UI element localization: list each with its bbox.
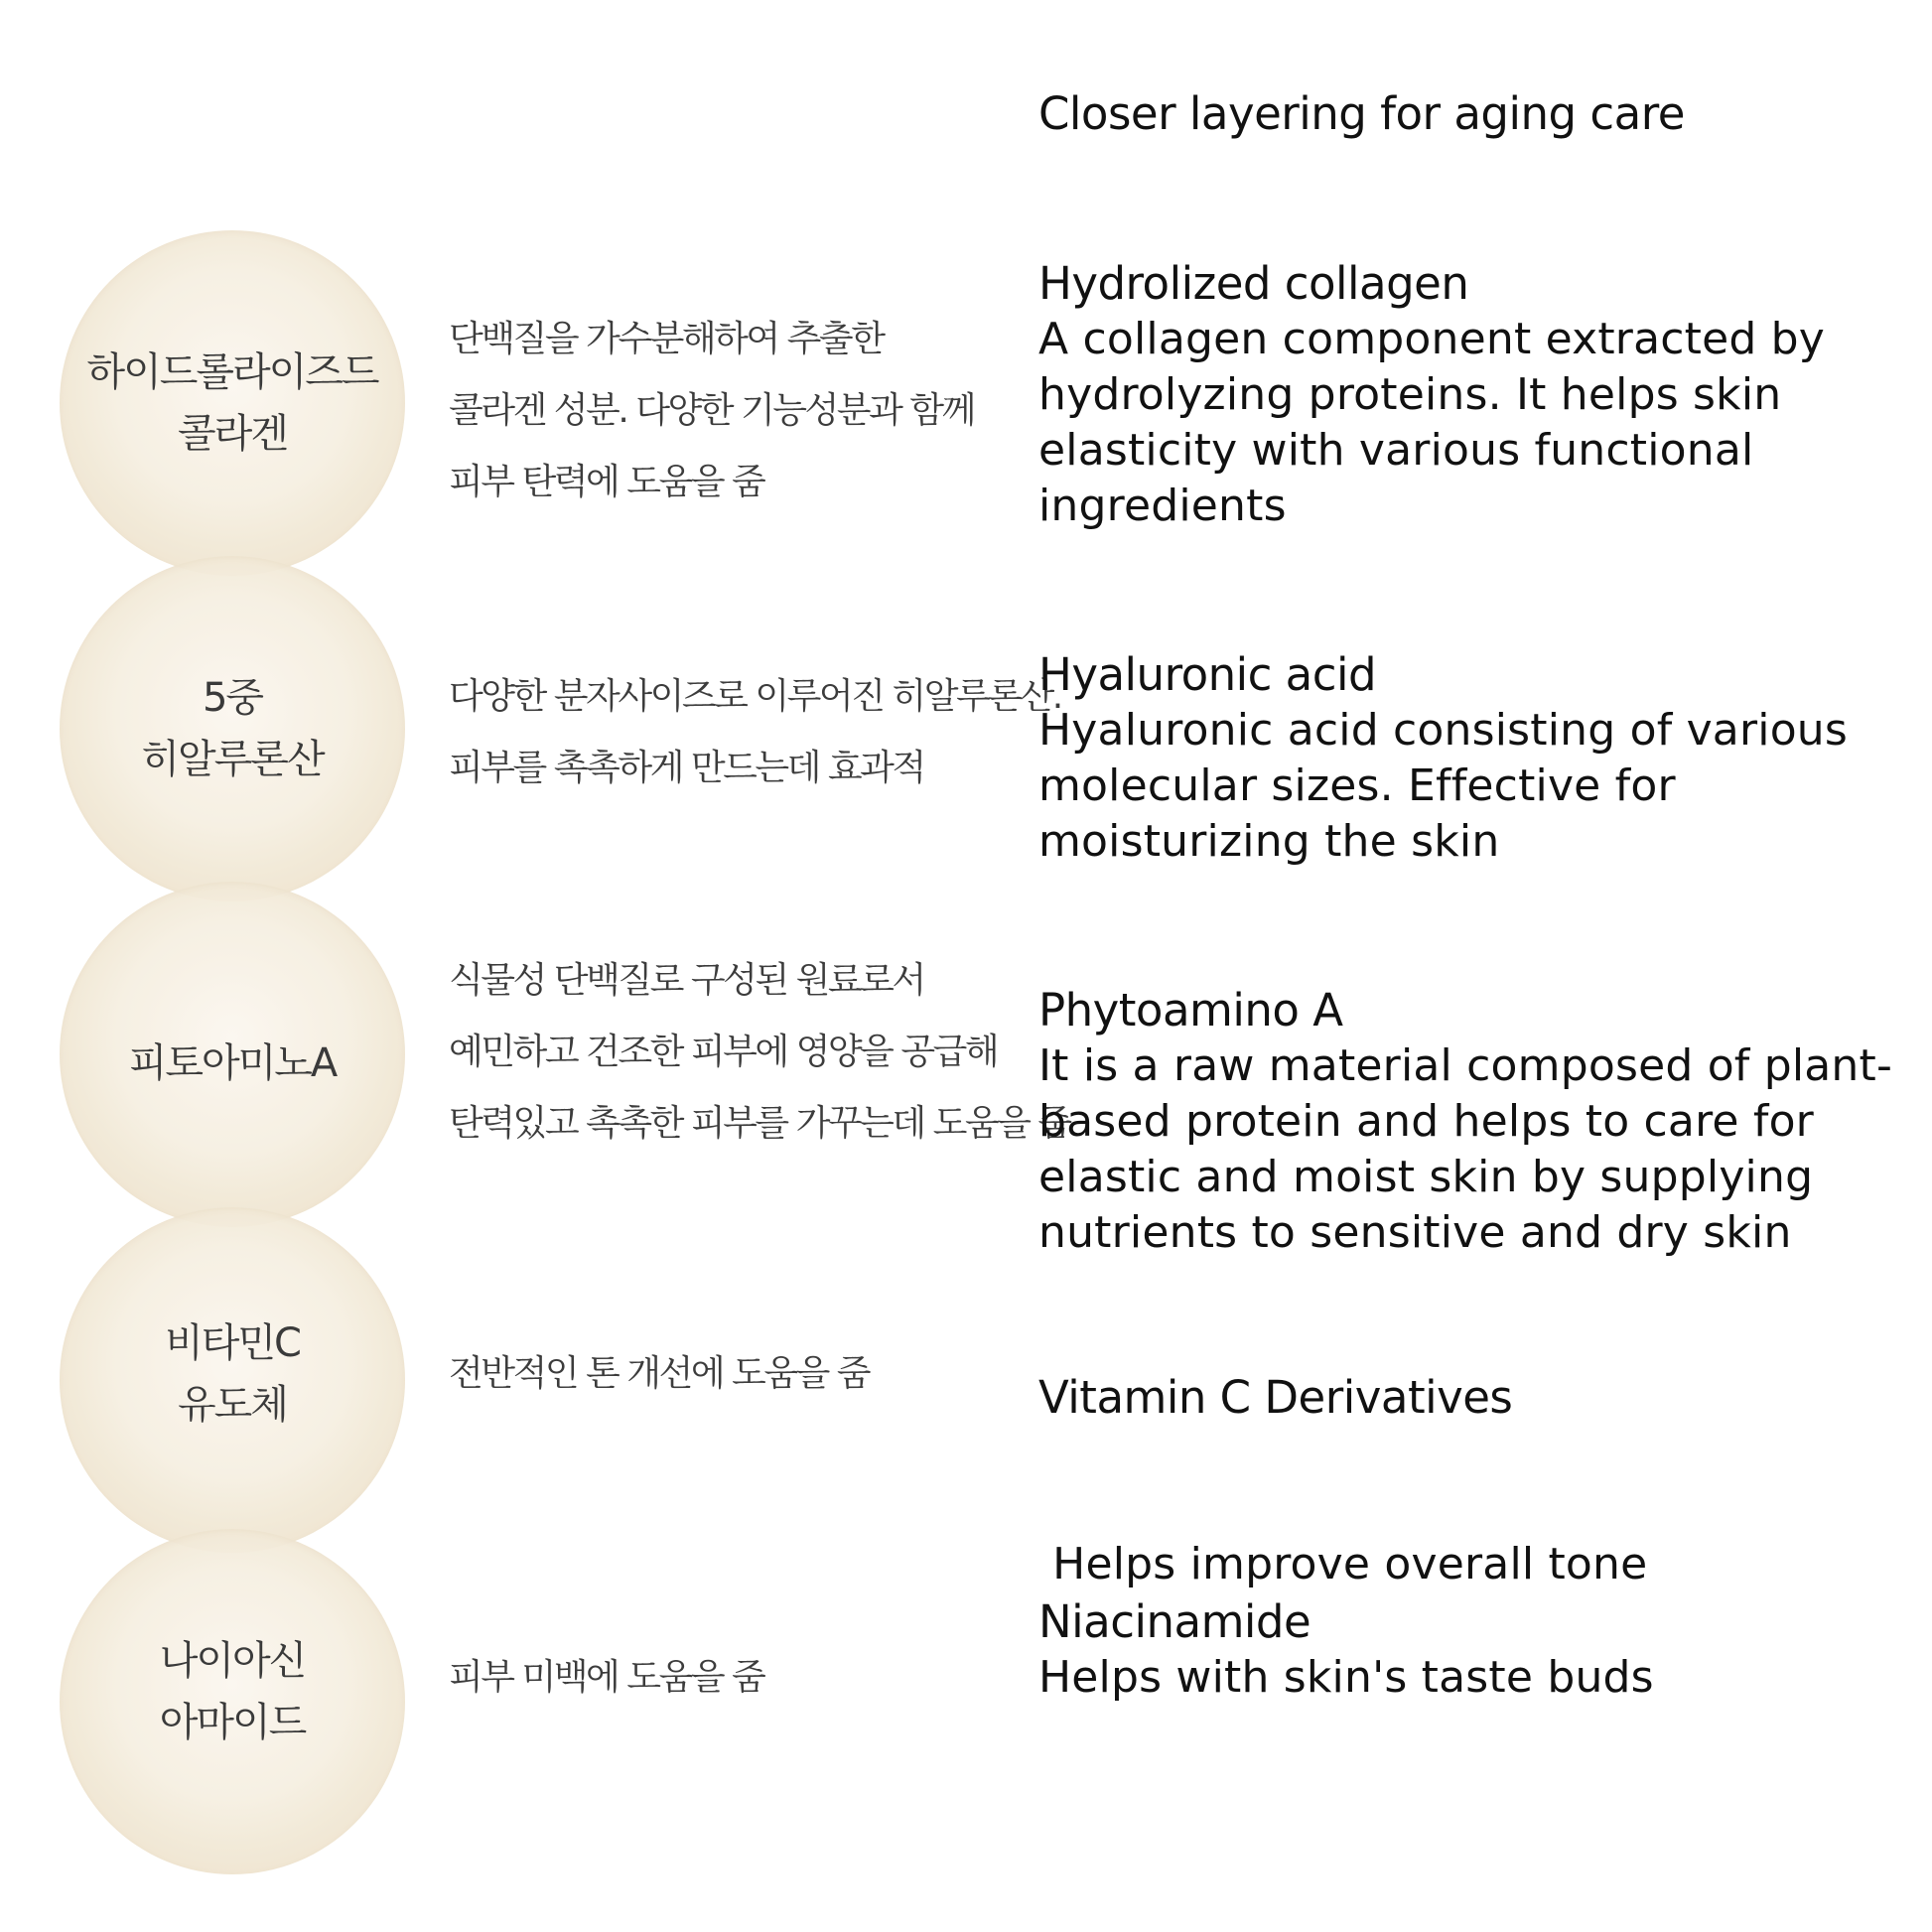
korean-description-line: 식물성 단백질로 구성된 원료로서	[449, 960, 924, 1001]
circle-label-line: 피토아미노A	[128, 1040, 337, 1086]
english-block-5	[1038, 1594, 1912, 1706]
circle-label-4	[60, 1312, 405, 1436]
description-line: Helps with skin's taste buds	[1038, 1652, 1654, 1703]
circle-label-1	[60, 342, 405, 465]
korean-description-2	[449, 661, 1061, 804]
korean-description-1	[449, 304, 974, 518]
circle-label-line: 하이드롤라이즈드	[86, 349, 378, 395]
circle-label-line: 5중	[202, 675, 263, 721]
korean-description-line: 다양한 분자사이즈로 이루어진 히알루론산.	[449, 676, 1061, 717]
description-line: It is a raw material composed of plant-	[1038, 1040, 1893, 1091]
description-line: Helps improve overall tone	[1038, 1539, 1648, 1589]
circle-label-line: 아마이드	[159, 1700, 306, 1745]
description-line: nutrients to sensitive and dry skin	[1038, 1207, 1792, 1258]
circle-label-line: 나이아신	[159, 1638, 306, 1684]
circle-label-2	[60, 667, 405, 790]
ingredient-heading: Hydrolized collagen	[1038, 257, 1469, 310]
english-block-3	[1038, 983, 1912, 1261]
korean-description-line: 탄력있고 촉촉한 피부를 가꾸는데 도움을 줌	[449, 1103, 1070, 1144]
description-line: moisturizing the skin	[1038, 816, 1500, 867]
korean-description-line: 예민하고 건조한 피부에 영양을 공급해	[449, 1032, 998, 1072]
ingredient-heading: Hyaluronic acid	[1038, 648, 1377, 701]
ingredient-heading: Niacinamide	[1038, 1595, 1311, 1648]
description-line: hydrolyzing proteins. It helps skin	[1038, 369, 1782, 420]
korean-description-5	[449, 1642, 965, 1714]
korean-description-line: 피부 탄력에 도움을 줌	[449, 462, 764, 502]
ingredient-description	[1038, 1650, 1912, 1706]
circle-label-line: 비타민C	[165, 1320, 300, 1366]
description-line: ingredients	[1038, 481, 1287, 531]
description-line: A collagen component extracted by	[1038, 314, 1826, 364]
korean-description-line: 콜라겐 성분. 다양한 기능성분과 함께	[449, 390, 974, 431]
ingredient-description	[1038, 312, 1912, 534]
ingredient-heading: Phytoamino A	[1038, 984, 1343, 1036]
description-line: molecular sizes. Effective for	[1038, 760, 1676, 811]
english-block-2	[1038, 647, 1912, 870]
description-line: Hyaluronic acid consisting of various	[1038, 705, 1849, 756]
description-line: elasticity with various functional	[1038, 425, 1754, 476]
circle-label-line: 히알루론산	[141, 737, 324, 782]
english-block-1	[1038, 256, 1912, 534]
circle-label-3	[60, 1033, 405, 1094]
korean-description-line: 단백질을 가수분해하여 추출한	[449, 319, 884, 359]
circle-label-5	[60, 1630, 405, 1753]
circle-label-line: 유도체	[178, 1382, 287, 1428]
korean-description-line: 피부를 촉촉하게 만드는데 효과적	[449, 748, 924, 788]
ingredient-description	[1038, 1038, 1912, 1261]
page-title: Closer layering for aging care	[1038, 87, 1685, 140]
ingredient-heading: Vitamin C Derivatives	[1038, 1371, 1513, 1424]
korean-description-4	[449, 1338, 965, 1410]
korean-description-3	[449, 945, 1070, 1160]
korean-description-line: 전반적인 톤 개선에 도움을 줌	[449, 1353, 870, 1394]
korean-description-line: 피부 미백에 도움을 줌	[449, 1657, 764, 1698]
description-line: based protein and helps to care for	[1038, 1096, 1814, 1147]
ingredient-description	[1038, 703, 1912, 870]
circle-label-line: 콜라겐	[178, 411, 287, 457]
description-line: elastic and moist skin by supplying	[1038, 1152, 1814, 1202]
